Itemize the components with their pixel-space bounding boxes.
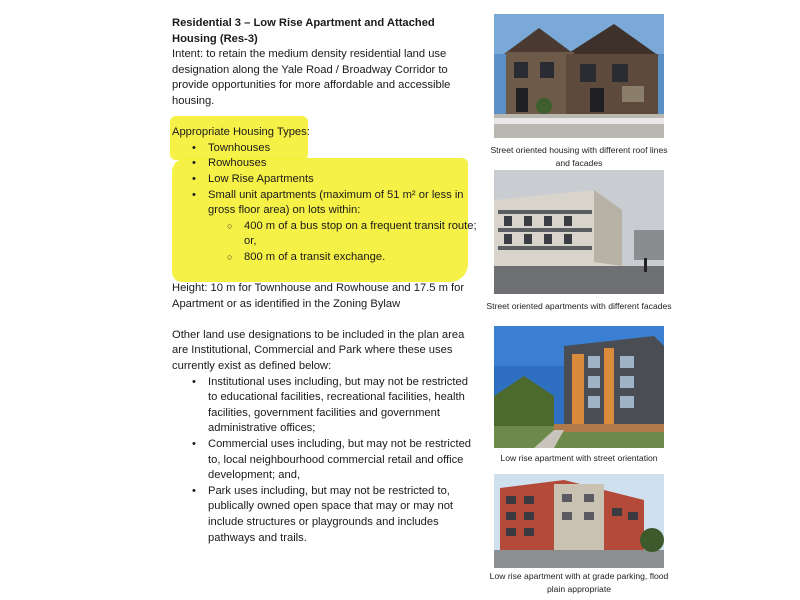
low-rise-parking-image (494, 474, 664, 568)
photo-caption: Low rise apartment with street orientation (500, 453, 658, 463)
photo-caption: Street oriented apartments with different facades (486, 301, 672, 311)
list-item: • Rowhouses (172, 156, 477, 172)
photo-townhouses (494, 14, 664, 138)
photo-street-apartments (494, 170, 664, 294)
other-uses-list (172, 375, 477, 547)
height-text: Height: 10 m for Townhouse and Rowhouse and 17.5 m for Apartment or as identified in the Zoning Bylaw (172, 282, 465, 310)
list-item: • Commercial uses including, but may not be restricted to, local neighbourhood commercial retail and office development; and, (172, 437, 477, 484)
list-item: • Park uses including, but may not be restricted to, publically owned open space that may or may not include structures or playgrounds and includes pathways and trails. (172, 484, 477, 546)
list-item: • Townhouses (172, 141, 477, 157)
circle-bullet-icon: ○ (227, 251, 233, 262)
text-column (172, 16, 477, 546)
photo-caption: Street oriented housing with different roof lines and facades (490, 145, 668, 168)
circle-bullet-icon: ○ (227, 220, 233, 231)
low-rise-street-image (494, 326, 664, 448)
photo-caption: Low rise apartment with at grade parking, flood plain appropriate (489, 571, 669, 594)
photo-low-rise-street (494, 326, 664, 448)
housing-types-label: Appropriate Housing Types: (172, 126, 310, 139)
list-item: • Institutional uses including, but may not be restricted to educational facilities, recreational facilities, health facilities, government facilities and government administrative offices; (172, 375, 477, 437)
housing-types-list (172, 141, 477, 219)
list-item: • Small unit apartments (maximum of 51 m² or less in gross floor area) on lots within: (172, 188, 477, 219)
photo-low-rise-parking (494, 474, 664, 568)
street-apartments-image (494, 170, 664, 294)
other-intro: Other land use designations to be included in the plan area are Institutional, Commercial and Park where these uses currently exist as defined below: (172, 328, 465, 373)
list-item: • Low Rise Apartments (172, 172, 477, 188)
section-title: Residential 3 – Low Rise Apartment and Attached Housing (Res-3) (172, 17, 435, 45)
townhouses-image (494, 14, 664, 138)
sub-list (172, 219, 477, 266)
sub-list-item: ○ 400 m of a bus stop on a frequent transit route; or, (227, 219, 477, 248)
sub-list-item: ○ 800 m of a transit exchange. (244, 250, 477, 266)
intent-text: Intent: to retain the medium density residential land use designation along the Yale Road / Broadway Corridor to provide opportunities for more affordable and accessible housing. (172, 48, 451, 107)
